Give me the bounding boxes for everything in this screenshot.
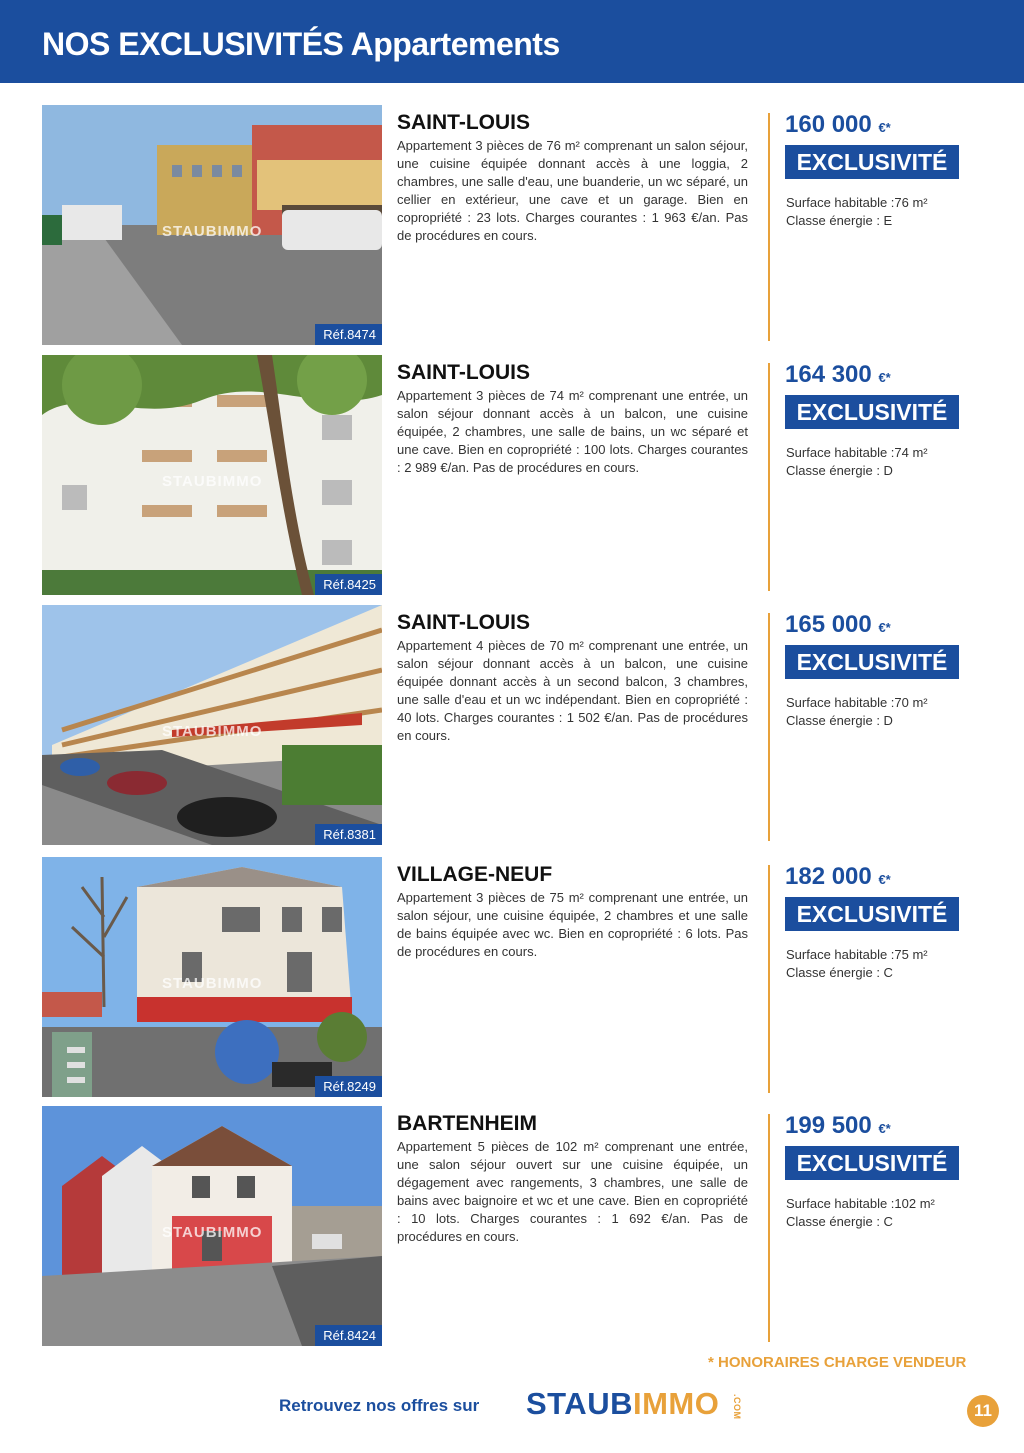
listing-price: 199 500 €* <box>785 1112 891 1139</box>
photo-watermark: STAUBIMMO <box>162 975 263 992</box>
property-photo[interactable] <box>42 105 382 345</box>
listing-description: Appartement 3 pièces de 74 m² comprenant une entrée, un salon séjour donnant accès à un balcon, une cuisine équipée, 2 chambres, une salle de bains, un wc séparé et une cave. Bien en copropriété : 100 lots. Charges courantes : 2 989 €/an. Pas de procédures en cours. <box>397 388 748 475</box>
exclusivity-badge: EXCLUSIVITÉ <box>785 897 959 931</box>
listing-city: SAINT-LOUIS <box>397 611 531 634</box>
surface-info: Surface habitable :75 m² <box>786 947 928 962</box>
listing-card[interactable] <box>0 857 1024 1097</box>
listing-city: BARTENHEIM <box>397 1112 537 1135</box>
photo-watermark: STAUBIMMO <box>162 1224 263 1241</box>
surface-info: Surface habitable :70 m² <box>786 695 928 710</box>
listing-price: 160 000 €* <box>785 111 891 138</box>
listing-card[interactable] <box>0 605 1024 845</box>
listing-card[interactable] <box>0 105 1024 345</box>
surface-info: Surface habitable :76 m² <box>786 195 928 210</box>
listing-city: SAINT-LOUIS <box>397 111 531 134</box>
property-photo[interactable] <box>42 605 382 845</box>
offers-tagline: Retrouvez nos offres sur <box>279 1396 480 1415</box>
reference-tag: Réf.8424 <box>315 1325 382 1346</box>
listing-price: 164 300 €* <box>785 361 891 388</box>
exclusivity-badge: EXCLUSIVITÉ <box>785 1146 959 1180</box>
page-number: 11 <box>967 1395 999 1427</box>
listing-card[interactable] <box>0 1106 1024 1346</box>
reference-tag: Réf.8425 <box>315 574 382 595</box>
exclusivity-badge: EXCLUSIVITÉ <box>785 645 959 679</box>
listing-description: Appartement 3 pièces de 76 m² comprenant un salon séjour, une cuisine équipée donnant accès à une loggia, 2 chambres, une salle d'eau, une buanderie, un wc séparé, un cellier en extérieur, une cave et un garage. Bien en copropriété : 23 lots. Charges courantes : 1 963 €/an. Pas de procédures en cours. <box>397 138 748 243</box>
property-photo[interactable] <box>42 1106 382 1346</box>
energy-class: Classe énergie : D <box>786 463 893 478</box>
photo-watermark: STAUBIMMO <box>162 473 263 490</box>
page-title: NOS EXCLUSIVITÉS Appartements <box>42 26 560 62</box>
energy-class: Classe énergie : D <box>786 713 893 728</box>
listing-price: 182 000 €* <box>785 863 891 890</box>
energy-class: Classe énergie : E <box>786 213 893 228</box>
exclusivity-badge: EXCLUSIVITÉ <box>785 395 959 429</box>
energy-class: Classe énergie : C <box>786 965 893 980</box>
listing-city: SAINT-LOUIS <box>397 361 531 384</box>
photo-watermark: STAUBIMMO <box>162 723 263 740</box>
photo-watermark: STAUBIMMO <box>162 223 263 240</box>
fee-footnote: * HONORAIRES CHARGE VENDEUR <box>708 1354 967 1371</box>
property-photo[interactable] <box>42 857 382 1097</box>
staubimmo-logo[interactable]: STAUBIMMO .COM <box>526 1386 742 1421</box>
listing-description: Appartement 3 pièces de 75 m² comprenant une entrée, un salon séjour, une cuisine équipée, 2 chambres et une salle de bains équipée avec wc. Bien en copropriété : 6 lots. Pas de procédures en cours. <box>397 890 748 959</box>
surface-info: Surface habitable :102 m² <box>786 1196 935 1211</box>
listing-card[interactable] <box>0 355 1024 595</box>
listing-description: Appartement 4 pièces de 70 m² comprenant une entrée, un salon séjour donnant accès à un balcon, une cuisine équipée donnant accès à un second balcon, 3 chambres, une salle d'eau et un wc indépendant. Bien en copropriété : 40 lots. Charges courantes : 1 502 €/an. Pas de procédures en cours. <box>397 638 748 743</box>
listing-city: VILLAGE-NEUF <box>397 863 553 886</box>
reference-tag: Réf.8249 <box>315 1076 382 1097</box>
exclusivity-badge: EXCLUSIVITÉ <box>785 145 959 179</box>
reference-tag: Réf.8474 <box>315 324 382 345</box>
listing-description: Appartement 5 pièces de 102 m² comprenant une entrée, une salon séjour ouvert sur une cuisine équipée, un dégagement avec rangements, 3 chambres, une salle de bains avec baignoire et wc et une cave. Bien en copropriété : 10 lots. Charges courantes : 1 692 €/an. Pas de procédures en cours. <box>397 1139 748 1244</box>
divider <box>768 865 770 1093</box>
page-header <box>0 0 1024 83</box>
reference-tag: Réf.8381 <box>315 824 382 845</box>
divider <box>768 1114 770 1342</box>
energy-class: Classe énergie : C <box>786 1214 893 1229</box>
property-photo[interactable] <box>42 355 382 595</box>
divider <box>768 113 770 341</box>
divider <box>768 613 770 841</box>
listing-price: 165 000 €* <box>785 611 891 638</box>
surface-info: Surface habitable :74 m² <box>786 445 928 460</box>
divider <box>768 363 770 591</box>
